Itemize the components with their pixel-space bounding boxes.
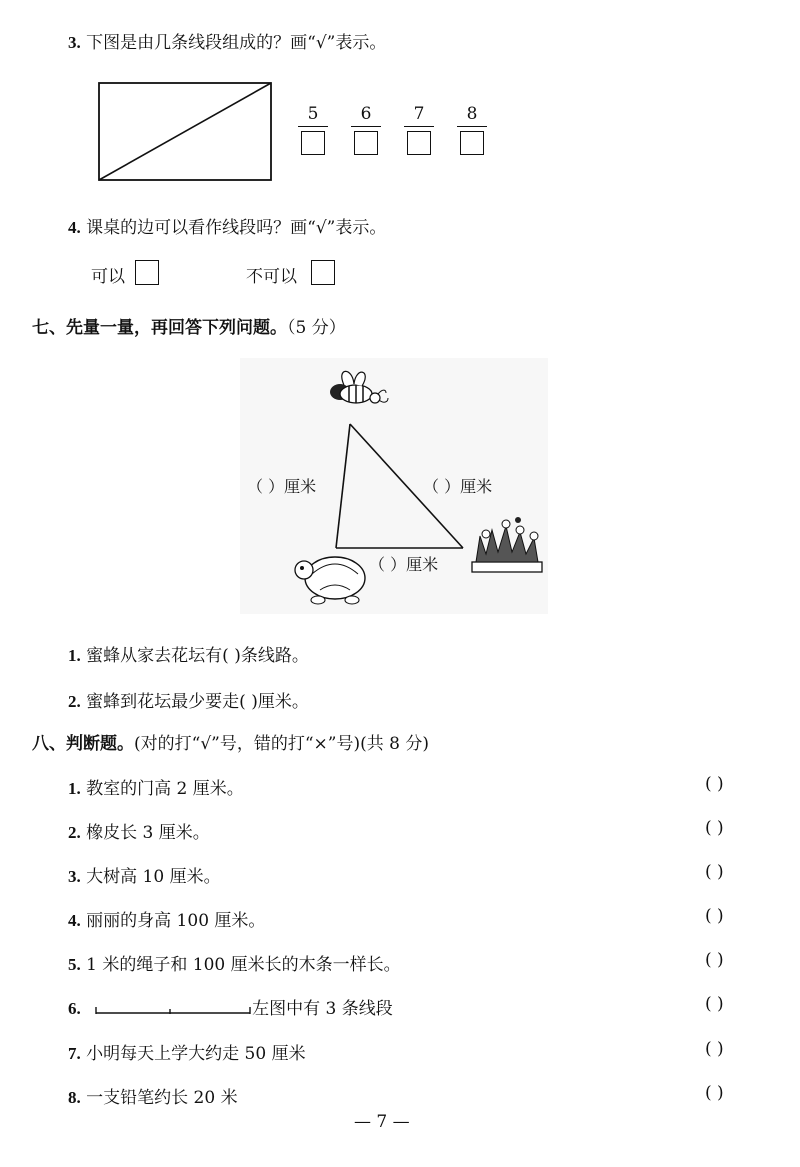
judgement-number: 5. <box>68 955 81 974</box>
q3-option-3-label: 7 <box>404 104 434 127</box>
bottom-segment-length-blank[interactable]: （ ）厘米 <box>369 555 439 574</box>
q3-option-3 <box>404 104 434 127</box>
judgement-text: 一支铅笔约长 20 米 <box>86 1088 238 1108</box>
q4-number: 4. <box>68 218 81 237</box>
q3-option-2 <box>351 104 381 127</box>
judgement-item-4 <box>68 906 265 931</box>
judgement-item-8 <box>68 1083 238 1108</box>
section8-heading <box>32 729 429 754</box>
q3-option-4 <box>457 104 487 127</box>
page-number: — 7 — <box>354 1112 410 1132</box>
segment-figure <box>94 1003 254 1017</box>
section7-heading <box>32 313 346 338</box>
section7-question-1 <box>68 641 309 666</box>
judgement-text: 橡皮长 3 厘米。 <box>86 823 210 843</box>
judgement-answer-1[interactable]: ( ) <box>705 774 724 794</box>
q3-option-4-label: 8 <box>457 104 487 127</box>
section7-score: （5 分） <box>287 318 346 338</box>
q4-option-yes-checkbox[interactable] <box>135 260 159 285</box>
judgement-item-5 <box>68 950 401 975</box>
judgement-text: 左图中有 3 条线段 <box>252 999 393 1019</box>
judgement-answer-3[interactable]: ( ) <box>705 862 724 882</box>
judgement-text: 丽丽的身高 100 厘米。 <box>86 911 266 931</box>
judgement-text: 小明每天上学大约走 50 厘米 <box>86 1044 306 1064</box>
right-segment-length-blank[interactable]: （ ）厘米 <box>423 477 493 496</box>
q3-option-2-label: 6 <box>351 104 381 127</box>
q3-option-2-checkbox[interactable] <box>354 131 378 155</box>
q4-text: 课桌的边可以看作线段吗？画“√”表示。 <box>86 218 387 238</box>
s7-q1-text: 蜜蜂从家去花坛有( )条线路。 <box>86 646 309 666</box>
judgement-number: 2. <box>68 823 81 842</box>
judgement-text: 大树高 10 厘米。 <box>86 867 221 887</box>
s7-q1-number: 1. <box>68 646 81 665</box>
judgement-answer-5[interactable]: ( ) <box>705 950 724 970</box>
judgement-answer-2[interactable]: ( ) <box>705 818 724 838</box>
flowerbed-icon <box>472 517 542 572</box>
judgement-item-3 <box>68 862 221 887</box>
judgement-number: 4. <box>68 911 81 930</box>
judgement-number: 1. <box>68 779 81 798</box>
judgement-item-2 <box>68 818 210 843</box>
judgement-answer-8[interactable]: ( ) <box>705 1083 724 1103</box>
judgement-item-6 <box>68 994 393 1019</box>
q3-option-1 <box>298 104 328 127</box>
judgement-number: 8. <box>68 1088 81 1107</box>
q3-question <box>68 28 386 53</box>
judgement-answer-6[interactable]: ( ) <box>705 994 724 1014</box>
bee-to-turtle-segment <box>336 424 350 548</box>
judgement-answer-7[interactable]: ( ) <box>705 1039 724 1059</box>
judgement-text: 教室的门高 2 厘米。 <box>86 779 244 799</box>
q4-option-no-checkbox[interactable] <box>311 260 335 285</box>
q3-text: 下图是由几条线段组成的？画“√”表示。 <box>86 33 387 53</box>
judgement-item-7 <box>68 1039 306 1064</box>
judgement-number: 7. <box>68 1044 81 1063</box>
section8-title: 八、判断题。 <box>32 734 134 754</box>
bee-icon <box>330 371 388 403</box>
judgement-text: 1 米的绳子和 100 厘米长的木条一样长。 <box>86 955 401 975</box>
judgement-answer-4[interactable]: ( ) <box>705 906 724 926</box>
section7-title: 七、先量一量，再回答下列问题。 <box>32 318 287 338</box>
judgement-item-1 <box>68 774 244 799</box>
s7-q2-number: 2. <box>68 692 81 711</box>
turtle-icon <box>295 557 365 604</box>
q3-number: 3. <box>68 33 81 52</box>
section8-instructions: (对的打“√”号，错的打“×”号)(共 8 分) <box>134 734 429 754</box>
q3-option-3-checkbox[interactable] <box>407 131 431 155</box>
section7-question-2 <box>68 687 309 712</box>
judgement-number: 6. <box>68 999 81 1018</box>
q3-option-1-label: 5 <box>298 104 328 127</box>
judgement-number: 3. <box>68 867 81 886</box>
left-segment-length-blank[interactable]: （ ）厘米 <box>247 477 317 496</box>
q4-option-yes-label: 可以 <box>91 267 125 287</box>
q3-option-4-checkbox[interactable] <box>460 131 484 155</box>
s7-q2-text: 蜜蜂到花坛最少要走( )厘米。 <box>86 692 309 712</box>
q3-option-1-checkbox[interactable] <box>301 131 325 155</box>
q3-rectangle-figure <box>96 80 276 184</box>
q4-question <box>68 213 386 238</box>
q3-diagonal <box>99 83 271 180</box>
q4-option-no-label: 不可以 <box>246 267 297 287</box>
